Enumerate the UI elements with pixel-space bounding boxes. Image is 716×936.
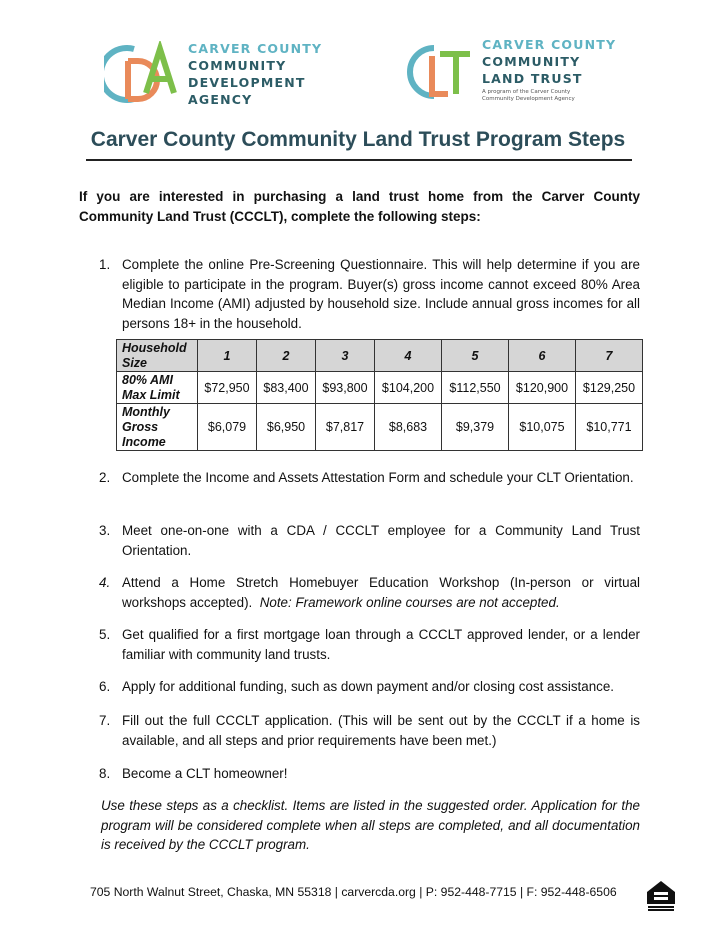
step-text: Complete the online Pre-Screening Questionnaire. This will help determine if you are eligible to participate in the program. Buyer(s) gross income cannot exceed 80% Area Median Income (AMI) adjusted by household size. Include annual gross incomes for all persons 18+ in the household. [122, 257, 640, 331]
step-number: 5. [99, 627, 111, 642]
step-6 [99, 677, 640, 697]
footer-contact: 705 North Walnut Street, Chaska, MN 55318 | carvercda.org | P: 952-448-7715 | F: 952-448-6506 [90, 885, 617, 899]
table-cell: $10,075 [509, 404, 576, 451]
cda-logo-line3: DEVELOPMENT [188, 75, 306, 90]
table-cell: $6,079 [198, 404, 257, 451]
step-number: 3. [99, 523, 111, 538]
step-text: Meet one-on-one with a CDA / CCCLT employee for a Community Land Trust Orientation. [122, 523, 640, 558]
table-cell: $83,400 [257, 372, 316, 404]
clt-logo-line3: LAND TRUST [482, 71, 583, 86]
step-text: Complete the Income and Assets Attestation Form and schedule your CLT Orientation. [122, 470, 634, 485]
step-text: Get qualified for a first mortgage loan through a CCCLT approved lender, or a lender familiar with community land trusts. [122, 627, 640, 662]
step-note: Note: Framework online courses are not accepted. [259, 594, 560, 610]
table-cell: $120,900 [509, 372, 576, 404]
cda-logo-icon [104, 41, 180, 107]
step-number: 6. [99, 679, 111, 694]
step-8 [99, 764, 640, 784]
step-7 [99, 711, 640, 750]
clt-logo-icon [404, 42, 474, 102]
table-cell: 4 [375, 340, 442, 372]
step-1 [99, 255, 640, 333]
step-text: Become a CLT homeowner! [122, 766, 288, 781]
table-row-label: Monthly Gross Income [117, 404, 198, 451]
table-cell: 6 [509, 340, 576, 372]
step-text: Apply for additional funding, such as down payment and/or closing cost assistance. [122, 679, 615, 694]
page-title: Carver County Community Land Trust Program Steps [90, 128, 626, 151]
step-4 [99, 573, 640, 612]
table-cell: $93,800 [316, 372, 375, 404]
table-cell: $6,950 [257, 404, 316, 451]
step-number: 7. [99, 713, 111, 728]
table-cell: 5 [442, 340, 509, 372]
closing-note: Use these steps as a checklist. Items are listed in the suggested order. Application for the program will be considered complete when all steps are completed, and all documentation is received by the CCCLT program. [101, 798, 640, 852]
step-number: 1. [99, 257, 111, 272]
step-number: 2. [99, 470, 111, 485]
table-cell: 3 [316, 340, 375, 372]
clt-logo-line1: CARVER COUNTY [482, 37, 617, 52]
table-cell: $72,950 [198, 372, 257, 404]
clt-logo-sub2: Community Development Agency [482, 96, 575, 102]
clt-logo-line2: COMMUNITY [482, 54, 581, 69]
cda-logo-line2: COMMUNITY [188, 58, 287, 73]
step-number: 8. [99, 766, 111, 781]
table-cell: 2 [257, 340, 316, 372]
cda-logo [104, 40, 322, 108]
table-row-label: 80% AMI Max Limit [117, 372, 198, 404]
intro-text: If you are interested in purchasing a land trust home from the Carver County Community Land Trust (CCCLT), complete the following steps: [79, 189, 640, 224]
table-row [117, 372, 643, 404]
table-cell: $7,817 [316, 404, 375, 451]
step-5 [99, 625, 640, 664]
table-cell: $9,379 [442, 404, 509, 451]
title-underline [86, 159, 632, 161]
table-cell: $104,200 [375, 372, 442, 404]
step-number: 4. [99, 575, 111, 590]
clt-logo-sub1: A program of the Carver County [482, 89, 571, 95]
table-cell: 7 [576, 340, 643, 372]
table-cell: $129,250 [576, 372, 643, 404]
cda-logo-line4: AGENCY [188, 92, 253, 107]
table-cell: $8,683 [375, 404, 442, 451]
table-header-label: Household Size [117, 340, 198, 372]
table-cell: $112,550 [442, 372, 509, 404]
ami-income-table [116, 339, 643, 451]
table-cell: $10,771 [576, 404, 643, 451]
table-cell: 1 [198, 340, 257, 372]
table-row [117, 404, 643, 451]
clt-logo [404, 37, 617, 103]
step-text: Attend a Home Stretch Homebuyer Education Workshop (In-person or virtual workshops accepted). [122, 575, 640, 610]
step-3 [99, 521, 640, 560]
step-2 [99, 468, 640, 488]
cda-logo-line1: CARVER COUNTY [188, 41, 323, 56]
step-text: Fill out the full CCCLT application. (This will be sent out by the CCCLT if a home is available, and all steps and prior requirements have been met.) [122, 713, 640, 748]
equal-housing-icon [645, 878, 677, 912]
table-header-row [117, 340, 643, 372]
